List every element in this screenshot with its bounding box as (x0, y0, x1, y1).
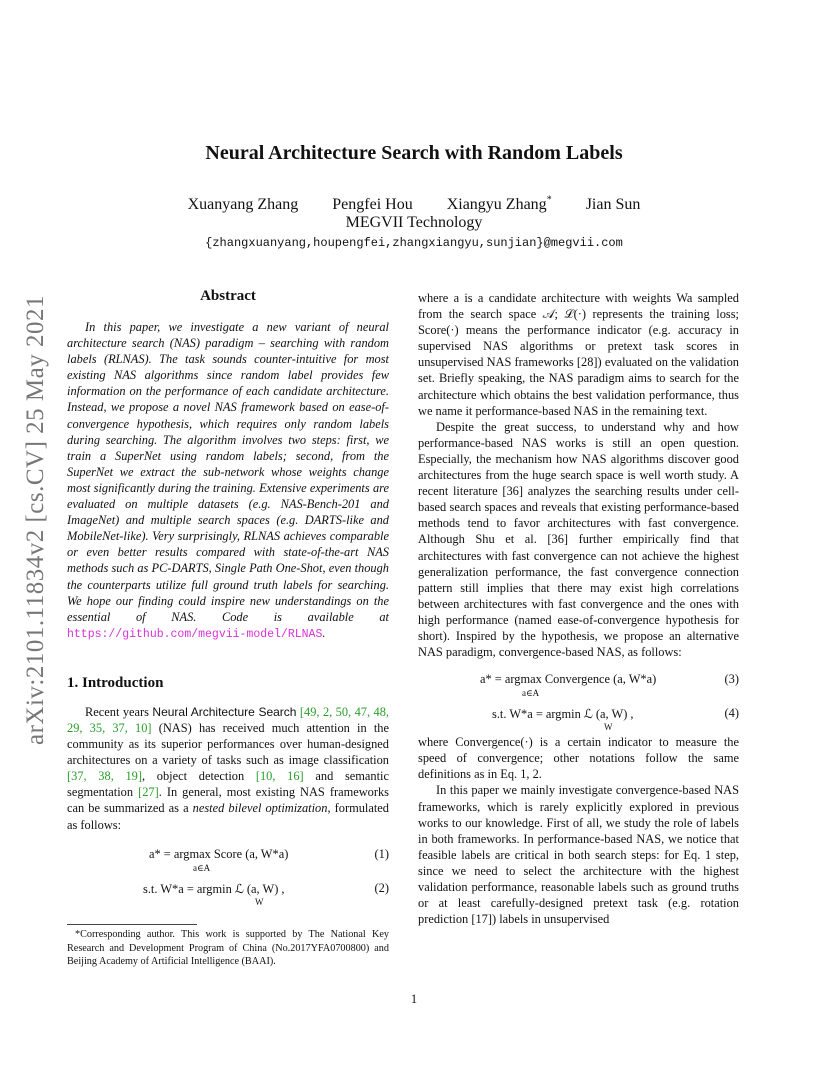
equation-subscript: W (604, 722, 613, 733)
corresponding-mark: * (546, 195, 552, 206)
footnote: *Corresponding author. This work is supported by The National Key Research and Development Program of China (No.2017YFA0700800) and Beijing Academy of Artificial Intelligence (BAAI). (67, 929, 389, 967)
equation-number: (1) (374, 846, 389, 861)
abstract-text: In this paper, we investigate a new variant of neural architecture search (NAS) paradigm – searching with random labels (RLNAS). The task sounds counter-intuitive for most existing NAS algorithms since random label provides few information on the performance of each candidate architecture. Instead, we propose a novel NAS framework based on ease-of-convergence hypothesis, which requires only random labels during searching. The algorithm involves two steps: first, we train a SuperNet using random labels; second, from the SuperNet we extract the sub-network whose weights change most significantly during the training. Extensive experiments are evaluated on multiple datasets (e.g. NAS-Bench-201 and ImageNet) and multiple search spaces (e.g. DARTS-like and MobileNet-like). Very surprisingly, RLNAS achieves comparable or even better results compared with state-of-the-art NAS methods such as PC-DARTS, Single Path One-Shot, even though the counterparts utilize full ground truth labels for searching. We hope our finding could inspire new understandings on the essential of NAS. Code is available at https://github.com/megvii-model/RLNAS. (67, 320, 389, 641)
abstract-heading: Abstract (200, 288, 256, 304)
equation-text: a* = argmax Convergence (a, W*a) (480, 672, 657, 687)
left-column (67, 288, 389, 909)
right-column (418, 290, 739, 927)
arxiv-identifier: arXiv:2101.11834v2 [cs.CV] 25 May 2021 (22, 295, 49, 745)
equation-2 (67, 875, 389, 909)
citation[interactable]: [37, 38, 19] (67, 769, 142, 784)
equation-number: (3) (724, 672, 739, 687)
author-name: Xiangyu Zhang* (446, 195, 552, 214)
equation-text: a* = argmax Score (a, W*a) (149, 846, 289, 861)
equation-1 (67, 841, 389, 875)
body-paragraph: Despite the great success, to understand why and how performance-based NAS works is still an open question. Especially, the mechanism how NAS algorithms discover good architectures from the huge search space is well worth study. A recent literature [36] analyzes the searching results under cell-based search spaces and reveals that existing performance-based methods tend to favor architectures with fast convergence. Although Shu et al. [36] further empirically find that architectures with fast convergence can not achieve the highest generalization performance, the fast convergence connection pattern still implies that there may exist high correlations between architectures with fast convergence and the ones with high performance (named ease-of-convergence hypothesis for short). Inspired by the hypothesis, we propose an alternative NAS paradigm, convergence-based NAS, as follows: (418, 419, 739, 660)
equation-subscript: a∈A (193, 862, 211, 873)
footnote-rule (67, 924, 197, 925)
citation[interactable]: [27] (138, 785, 159, 800)
equation-text: s.t. W*a = argmin ℒ (a, W) , (492, 707, 634, 722)
equation-subscript: a∈A (522, 688, 540, 699)
author-name: Jian Sun (585, 196, 641, 214)
page-number: 1 (410, 992, 418, 1006)
citation[interactable]: [49, 2, 50, 47, 48, 29, 35, 37, 10] (67, 704, 389, 735)
equation-number: (2) (374, 880, 389, 895)
intro-paragraph: Recent years Neural Architecture Search [49, 2, 50, 47, 48, 29, 35, 37, 10] (NAS) has received much attention in the community as its superior performances over human-designed architectures on a variety of tasks such as image classification [37, 38, 19], object detection [10, 16] and semantic segmentation [27]. In general, most existing NAS frameworks can be summarized as a nested bilevel optimization, formulated as follows: (67, 704, 390, 832)
body-paragraph: where a is a candidate architecture with weights Wa sampled from the search space 𝒜; ℒ(·) represents the training loss; Score(·) means the performance indicator (e.g. accuracy in supervised NAS algorithms or pretext task scores in unsupervised NAS frameworks [28]) evaluated on the validation set. Briefly speaking, the NAS paradigm aims to search for the architecture which obtains the best validation performance, thus we name it performance-based NAS in the remaining text. (418, 291, 739, 418)
citation[interactable]: [10, 16] (255, 769, 304, 784)
affiliation: MEGVII Technology (345, 214, 483, 231)
equation-3 (418, 666, 739, 700)
equation-subscript: W (255, 896, 264, 907)
code-link[interactable]: https://github.com/megvii-model/RLNAS (67, 627, 323, 641)
author-list (0, 195, 828, 214)
paper-title: Neural Architecture Search with Random Labels (205, 142, 623, 164)
body-paragraph: where Convergence(·) is a certain indicator to measure the speed of convergence; other notations follow the same definitions as in Eq. 1, 2. (418, 735, 739, 782)
equation-text: s.t. W*a = argmin ℒ (a, W) , (143, 881, 285, 896)
section-heading-introduction: 1. Introduction (67, 674, 164, 691)
author-name: Xuanyang Zhang (187, 196, 299, 214)
author-name: Pengfei Hou (332, 196, 413, 214)
equation-number: (4) (724, 706, 739, 721)
equation-4 (418, 700, 739, 734)
author-emails: {zhangxuanyang,houpengfei,zhangxiangyu,sunjian}@megvii.com (205, 236, 623, 250)
body-paragraph: In this paper we mainly investigate convergence-based NAS frameworks, which is rarely explicitly explored in previous works to our knowledge. First of all, we study the role of labels in both frameworks. In performance-based NAS, we notice that feasible labels are critical in both search steps: for Eq. 1 step, since we need to select the architecture with the highest validation performance, reasonable labels such as ground truths or at least carefully-designed pretext task (e.g. rotation prediction [17]) labels in unsupervised (418, 783, 739, 927)
